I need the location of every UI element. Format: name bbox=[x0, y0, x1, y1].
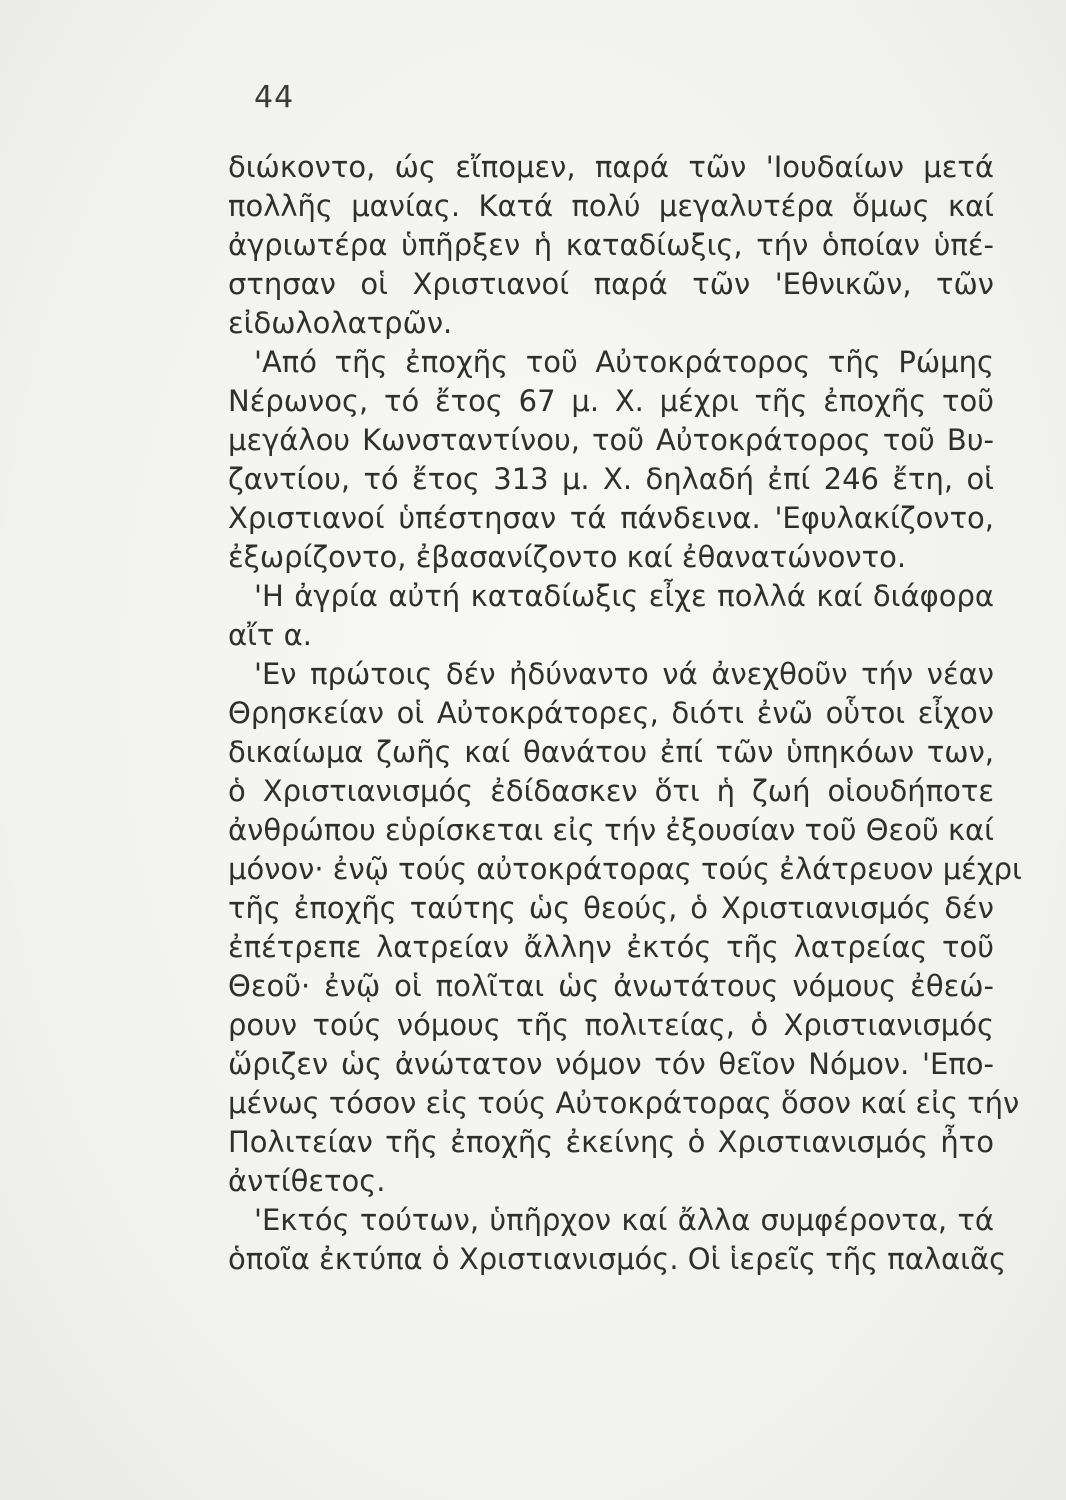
paragraph-2 bbox=[228, 343, 994, 577]
text-line: δικαίωμα ζωῆς καί θανάτου ἐπί τῶν ὑπηκόων των, bbox=[228, 735, 994, 769]
text-line: Πολιτείαν τῆς ἐποχῆς ἐκείνης ὁ Χριστιανισμός ἦτο bbox=[228, 1125, 994, 1159]
text-line: ζαντίου, τό ἔτος 313 μ. Χ. δηλαδή ἐπί 246 ἔτη, οἱ bbox=[228, 462, 994, 496]
text-line: τῆς ἐποχῆς ταύτης ὡς θεούς, ὁ Χριστιανισμός δέν bbox=[228, 891, 994, 925]
text-line: μόνον· ἐνῷ τούς αὐτοκράτορας τούς ἐλάτρευον μέχρι bbox=[228, 852, 1022, 886]
text-line: Χριστιανοί ὑπέστησαν τά πάνδεινα. 'Εφυλακίζοντο, bbox=[228, 501, 994, 535]
text-line: μεγάλου Κωνσταντίνου, τοῦ Αὐτοκράτορος τοῦ Βυ- bbox=[228, 423, 994, 457]
paragraph-4 bbox=[228, 655, 1022, 1201]
text-line: πολλῆς μανίας. Κατά πολύ μεγαλυτέρα ὅμως καί bbox=[228, 189, 994, 223]
paragraph-5 bbox=[228, 1201, 1007, 1279]
text-line: αἴτ α. bbox=[228, 618, 312, 652]
text-line: ἐπέτρεπε λατρείαν ἄλλην ἐκτός τῆς λατρείας τοῦ bbox=[228, 930, 994, 964]
text-line: 'Εν πρώτοις δέν ἠδύναντο νά ἀνεχθοῦν τήν νέαν bbox=[254, 657, 994, 691]
paragraph-1 bbox=[228, 148, 994, 343]
text-line: 'Εκτός τούτων, ὑπῆρχον καί ἄλλα συμφέροντα, τά bbox=[254, 1203, 994, 1237]
paragraph-3 bbox=[228, 577, 994, 655]
text-line: ὁ Χριστιανισμός ἐδίδασκεν ὅτι ἡ ζωή οἱουδήποτε bbox=[228, 774, 994, 808]
text-line: εἰδωλολατρῶν. bbox=[228, 306, 453, 340]
text-line: ἐξωρίζοντο, ἐβασανίζοντο καί ἐθανατώνοντο. bbox=[228, 540, 907, 574]
text-line: 'Η ἀγρία αὐτή καταδίωξις εἶχε πολλά καί διάφορα bbox=[254, 579, 994, 613]
body-text bbox=[228, 148, 1022, 1279]
text-line: ὥριζεν ὡς ἀνώτατον νόμον τόν θεῖον Νόμον. 'Επο- bbox=[228, 1047, 994, 1081]
text-line: ὁποῖα ἐκτύπα ὁ Χριστιανισμός. Οἱ ἱερεῖς τῆς παλαιᾶς bbox=[228, 1242, 1007, 1276]
text-line: Νέρωνος, τό ἔτος 67 μ. Χ. μέχρι τῆς ἐποχῆς τοῦ bbox=[228, 384, 994, 418]
text-line: στησαν οἱ Χριστιανοί παρά τῶν 'Εθνικῶν, τῶν bbox=[228, 267, 994, 301]
text-line: Θεοῦ· ἐνῷ οἱ πολῖται ὡς ἀνωτάτους νόμους ἐθεώ- bbox=[228, 969, 994, 1003]
text-line: Θρησκείαν οἱ Αὐτοκράτορες, διότι ἐνῶ οὗτοι εἶχον bbox=[228, 696, 994, 730]
text-line: διώκοντο, ώς εἴπομεν, παρά τῶν 'Ιουδαίων μετά bbox=[228, 150, 994, 184]
text-line: ἀνθρώπου εὑρίσκεται εἰς τήν ἐξουσίαν τοῦ Θεοῦ καί bbox=[228, 813, 994, 847]
text-line: ἀντίθετος. bbox=[228, 1164, 386, 1198]
text-line: 'Από τῆς ἐποχῆς τοῦ Αὐτοκράτορος τῆς Ρώμης bbox=[254, 345, 994, 379]
text-line: ἀγριωτέρα ὑπῆρξεν ἡ καταδίωξις, τήν ὁποίαν ὑπέ- bbox=[228, 228, 994, 262]
text-line: ρουν τούς νόμους τῆς πολιτείας, ὁ Χριστιανισμός bbox=[228, 1008, 994, 1042]
text-line: μένως τόσον εἰς τούς Αὐτοκράτορας ὅσον καί εἰς τήν bbox=[228, 1086, 1020, 1120]
page-number: 44 bbox=[254, 80, 295, 115]
